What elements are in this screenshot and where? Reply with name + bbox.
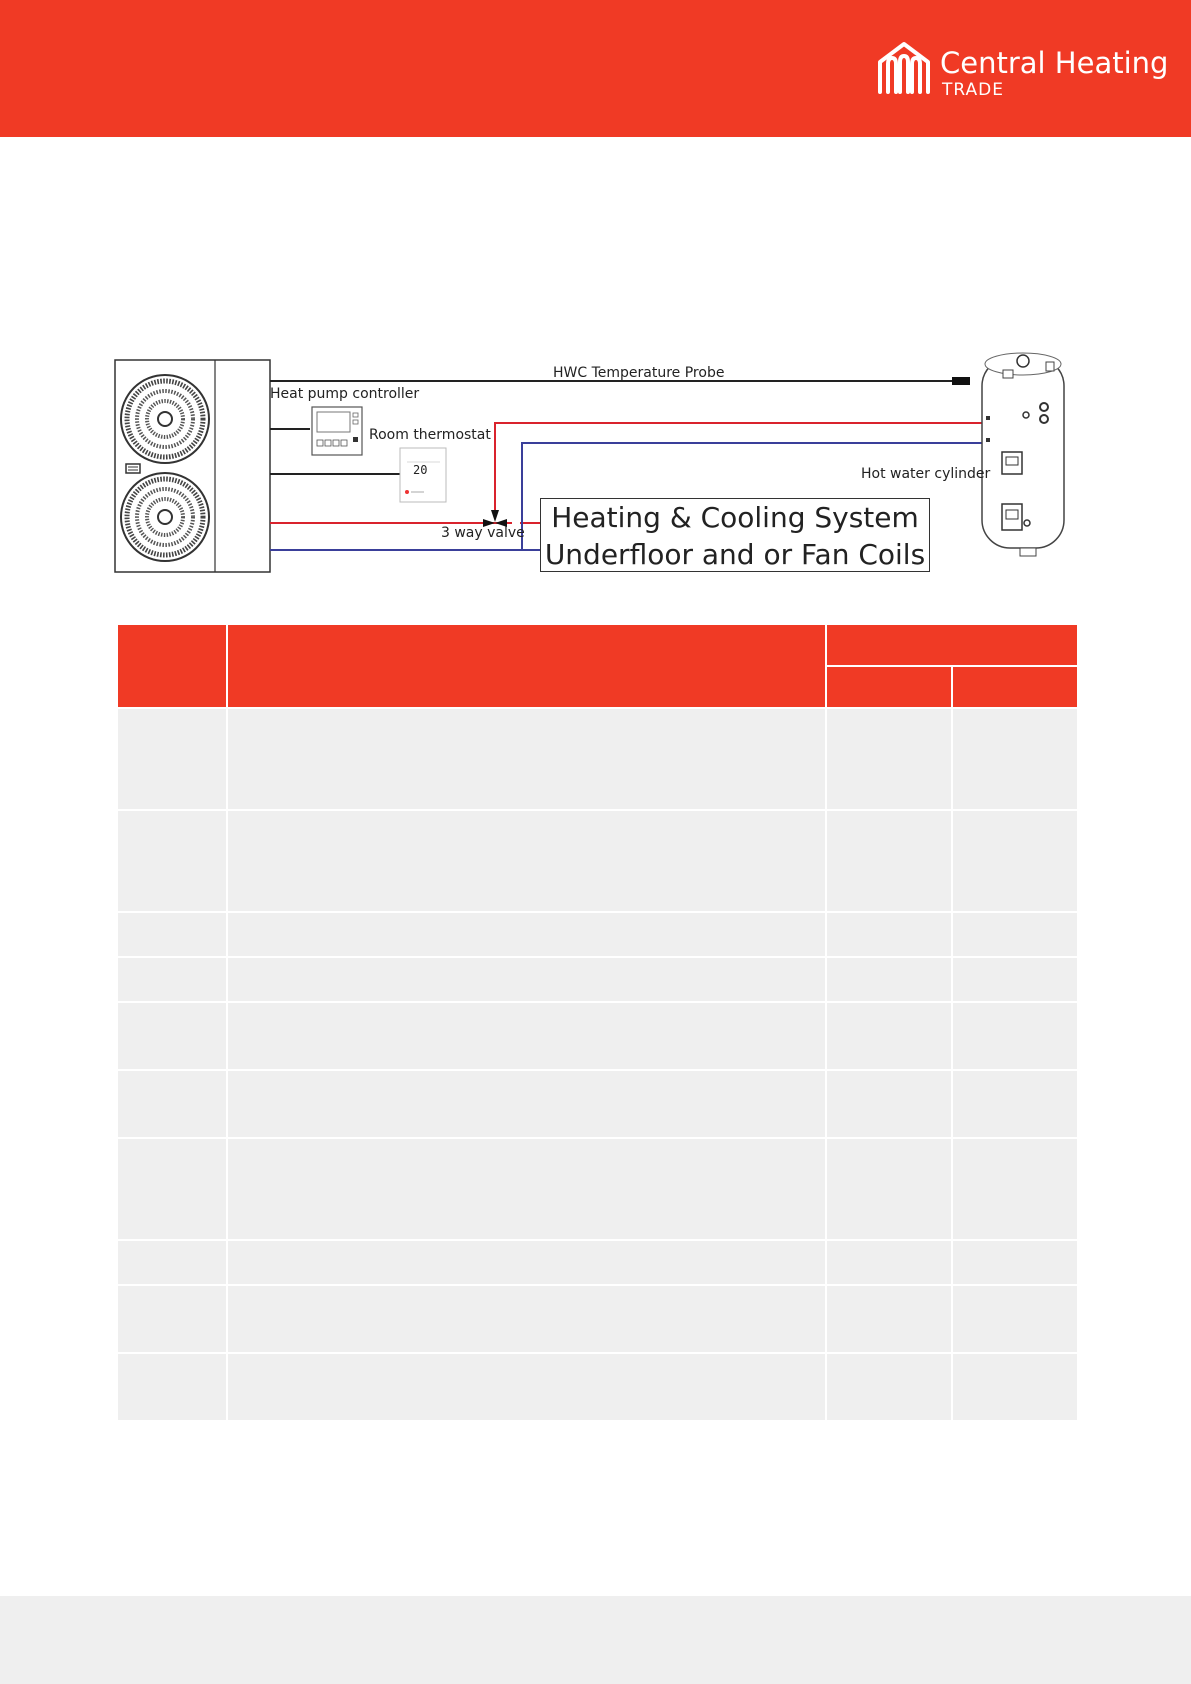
table-cell: [117, 1138, 227, 1240]
radiator-logo-icon: [876, 40, 932, 96]
cylinder-label: Hot water cylinder: [861, 466, 991, 482]
controller-icon: [312, 407, 362, 455]
fan-bottom-icon: [121, 473, 209, 561]
table-cell: [826, 912, 952, 957]
table-cell: [117, 1285, 227, 1353]
table-cell: [227, 1002, 826, 1070]
table-cell: [117, 810, 227, 912]
table-row: [117, 810, 1078, 912]
table-header-group: [826, 624, 1078, 666]
table-cell: [952, 708, 1078, 810]
table-row: [117, 1070, 1078, 1138]
heat-pump-unit-icon: [115, 360, 270, 572]
valve-label: 3 way valve: [441, 525, 525, 541]
table-row: [117, 912, 1078, 957]
probe-icon: [952, 377, 970, 385]
table-cell: [952, 1240, 1078, 1285]
page-header: [0, 0, 1191, 137]
table-cell: [826, 1002, 952, 1070]
table-row: [117, 1002, 1078, 1070]
table-cell: [826, 1138, 952, 1240]
table-cell: [227, 1353, 826, 1421]
table-row: [117, 708, 1078, 810]
table-cell: [117, 708, 227, 810]
table-cell: [227, 1240, 826, 1285]
table-cell: [117, 1070, 227, 1138]
table-cell: [952, 810, 1078, 912]
system-diagram: [110, 340, 1080, 580]
table-cell: [826, 957, 952, 1002]
table-row: [117, 957, 1078, 1002]
table-cell: [952, 957, 1078, 1002]
table-cell: [117, 1240, 227, 1285]
table-header-subcell: [826, 666, 952, 708]
table-header-subcell: [952, 666, 1078, 708]
thermostat-label: Room thermostat: [369, 427, 491, 443]
table-cell: [227, 957, 826, 1002]
table-cell: [826, 1353, 952, 1421]
thermostat-icon: [400, 448, 446, 502]
hwc-probe-label: HWC Temperature Probe: [553, 365, 725, 381]
table-cell: [227, 1285, 826, 1353]
table-cell: [227, 708, 826, 810]
table-row: [117, 1285, 1078, 1353]
table-row: [117, 1138, 1078, 1240]
table-cell: [952, 1353, 1078, 1421]
table-cell: [826, 1070, 952, 1138]
table-cell: [952, 1138, 1078, 1240]
table-cell: [227, 810, 826, 912]
thermostat-display: 20: [413, 463, 428, 477]
table-cell: [826, 1240, 952, 1285]
system-title-line2: Underfloor and or Fan Coils: [544, 538, 926, 571]
table-header-cell: [227, 624, 826, 708]
table-row: [117, 1240, 1078, 1285]
spec-table: [116, 623, 1079, 1422]
table-cell: [227, 1070, 826, 1138]
brand-logo[interactable]: [876, 40, 1169, 100]
table-header-cell: [117, 624, 227, 708]
brand-subtitle: TRADE: [942, 80, 1004, 100]
table-cell: [952, 1070, 1078, 1138]
table-cell: [117, 1002, 227, 1070]
table-cell: [227, 1138, 826, 1240]
brand-name: Central Heating: [940, 46, 1169, 80]
table-cell: [826, 708, 952, 810]
fan-top-icon: [121, 375, 209, 463]
page-footer: [0, 1596, 1191, 1684]
heating-cooling-system-box: [540, 498, 930, 572]
hot-water-cylinder-icon: [982, 353, 1064, 556]
controller-label: Heat pump controller: [270, 386, 420, 402]
table-row: [117, 1353, 1078, 1421]
table-cell: [117, 957, 227, 1002]
table-cell: [826, 1285, 952, 1353]
table-cell: [826, 810, 952, 912]
table-cell: [952, 1002, 1078, 1070]
table-cell: [227, 912, 826, 957]
table-cell: [952, 912, 1078, 957]
table-cell: [952, 1285, 1078, 1353]
table-cell: [117, 1353, 227, 1421]
table-cell: [117, 912, 227, 957]
system-title-line1: Heating & Cooling System: [551, 501, 919, 534]
